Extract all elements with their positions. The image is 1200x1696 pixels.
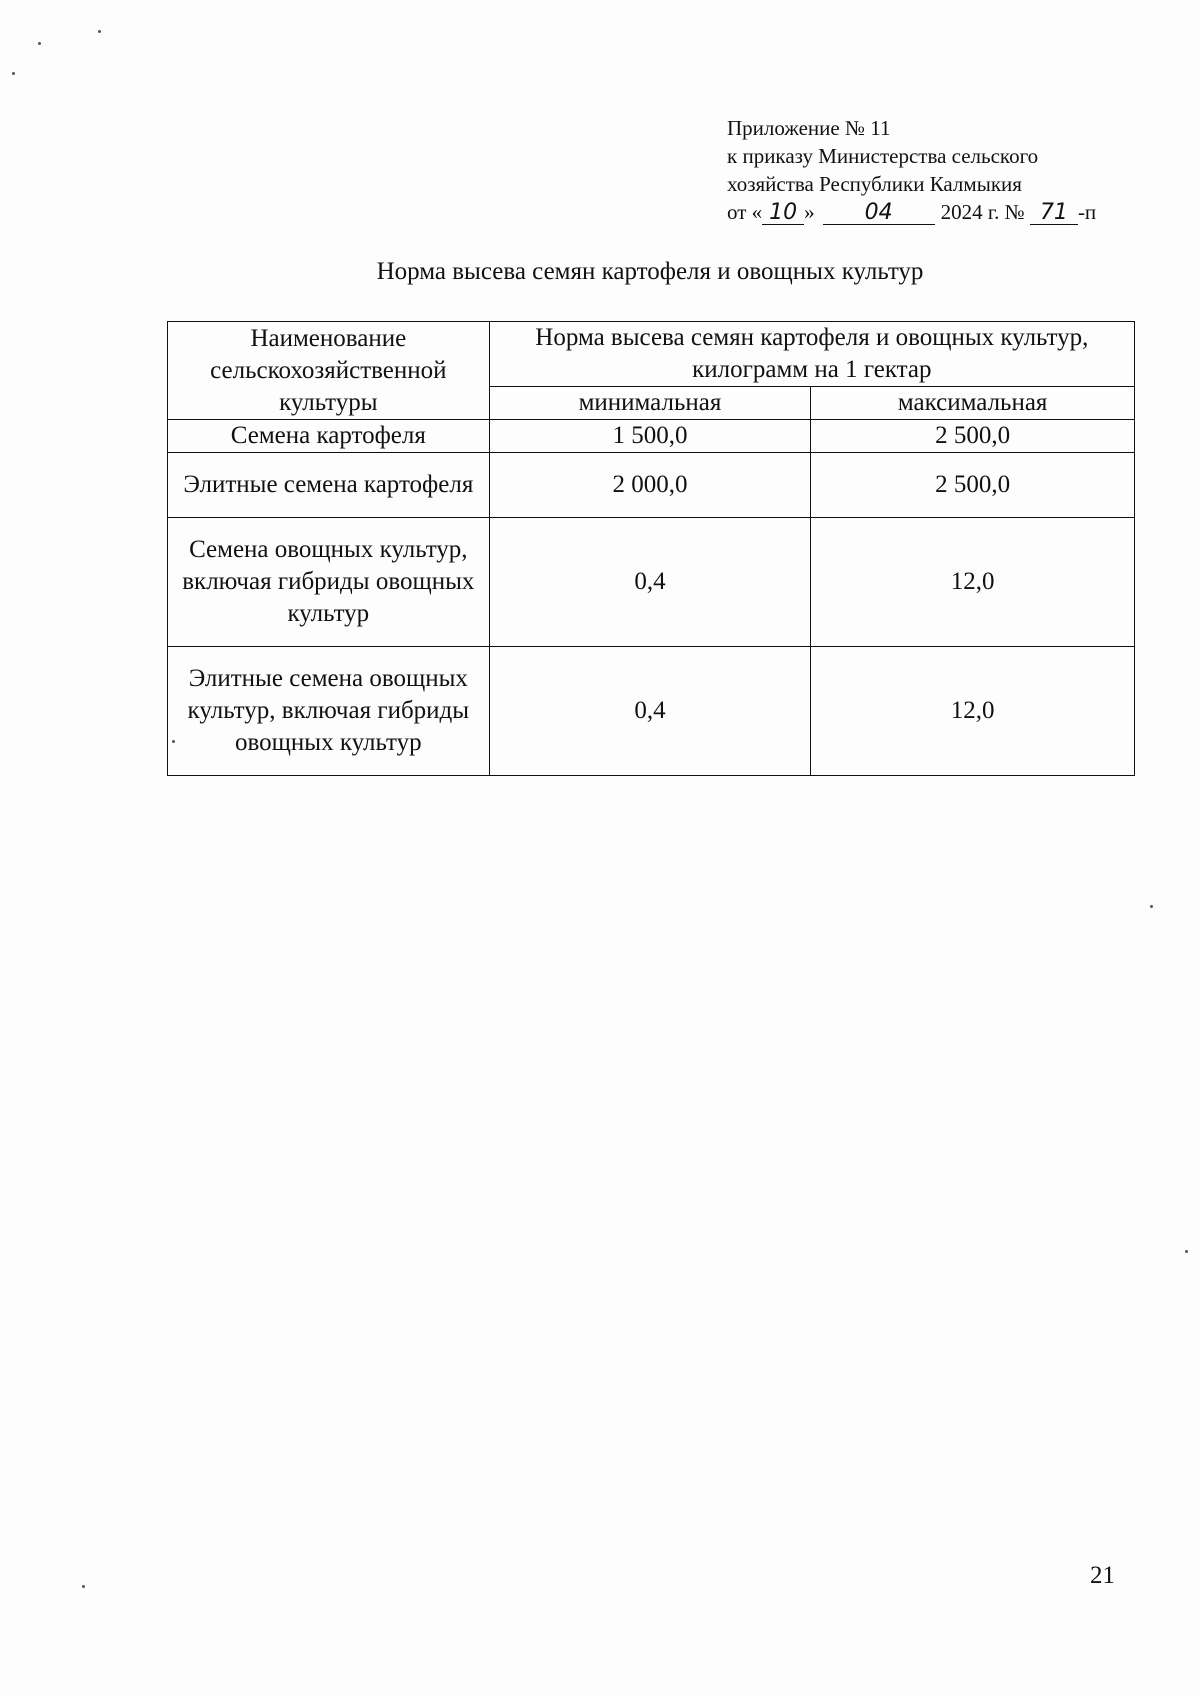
min-value-cell: 2 000,0 — [489, 453, 811, 518]
date-prefix: от « — [727, 200, 763, 224]
appendix-header — [727, 114, 1157, 226]
table-row — [168, 453, 1135, 518]
max-value-cell: 2 500,0 — [811, 420, 1135, 453]
scan-speck — [1185, 1250, 1188, 1253]
min-header: минимальная — [489, 387, 811, 420]
appendix-line-1: Приложение № 11 — [727, 116, 891, 140]
order-suffix: -п — [1077, 200, 1097, 224]
crop-name-cell: Семена картофеля — [168, 420, 490, 453]
max-value-cell: 12,0 — [811, 647, 1135, 776]
crop-name-cell: Элитные семена овощных культур, включая гибриды овощных культур — [168, 647, 490, 776]
min-value-cell: 0,4 — [489, 647, 811, 776]
min-value-cell: 0,4 — [489, 518, 811, 647]
table-row — [168, 420, 1135, 453]
page-number: 21 — [1090, 1562, 1115, 1589]
handwritten-month: 04 — [823, 202, 935, 225]
date-close-quote: » — [804, 200, 815, 224]
scan-speck — [12, 72, 15, 75]
crop-name-header: Наименование сельскохозяйственной культуры — [168, 322, 490, 420]
appendix-date-line — [727, 198, 1157, 226]
seeding-norm-group-header: Норма высева семян картофеля и овощных культур, килограмм на 1 гектар — [489, 322, 1134, 387]
table-header-row — [168, 322, 1135, 387]
handwritten-day: 10 — [762, 202, 804, 225]
handwritten-order-number: 71 — [1030, 202, 1078, 225]
max-header: максимальная — [811, 387, 1135, 420]
scan-speck — [1150, 905, 1153, 908]
table-row — [168, 647, 1135, 776]
date-year-and-number-label: 2024 г. № — [940, 200, 1025, 224]
max-value-cell: 2 500,0 — [811, 453, 1135, 518]
seeding-norms-table — [167, 321, 1135, 776]
scan-speck — [82, 1585, 85, 1588]
scan-speck — [98, 30, 101, 33]
crop-name-cell: Элитные семена картофеля — [168, 453, 490, 518]
appendix-line-2: к приказу Министерства сельского — [727, 144, 1039, 168]
table-row — [168, 518, 1135, 647]
document-title: Норма высева семян картофеля и овощных культур — [376, 258, 924, 285]
max-value-cell: 12,0 — [811, 518, 1135, 647]
appendix-line-3: хозяйства Республики Калмыкия — [727, 172, 1022, 196]
min-value-cell: 1 500,0 — [489, 420, 811, 453]
crop-name-cell: Семена овощных культур, включая гибриды овощных культур — [168, 518, 490, 647]
scan-speck — [38, 42, 41, 45]
